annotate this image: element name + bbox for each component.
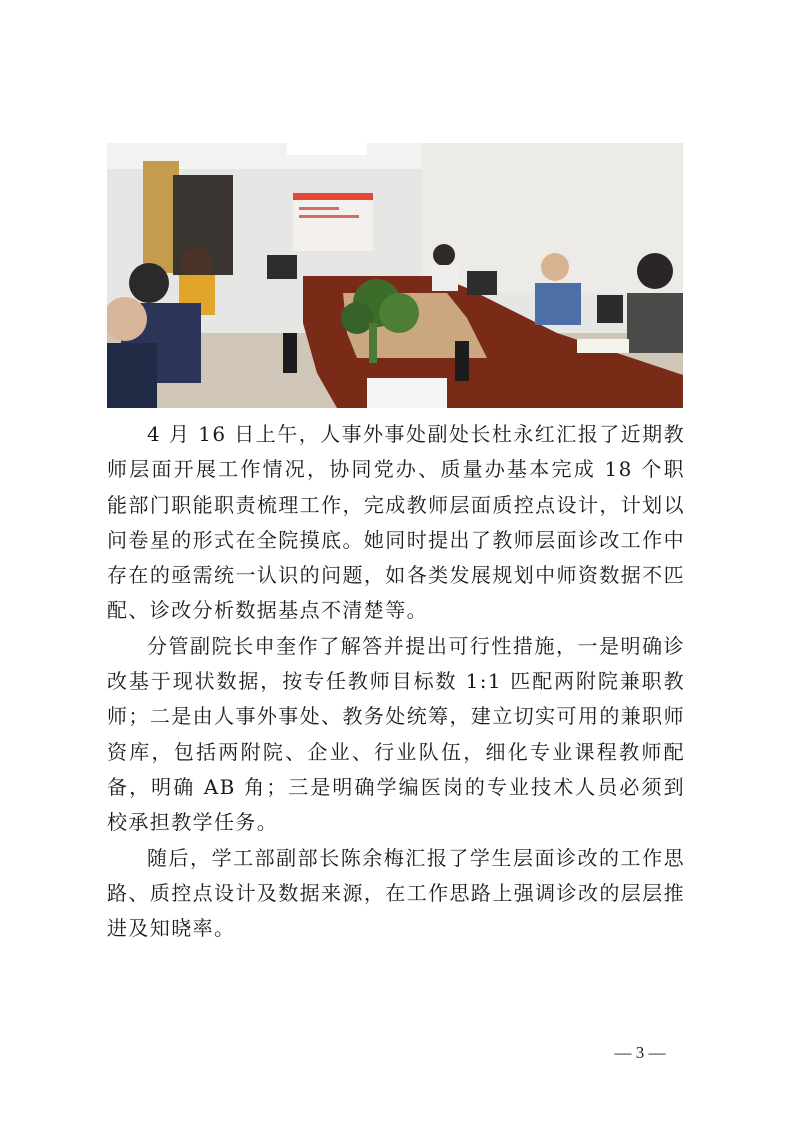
meeting-photo (107, 143, 683, 408)
paragraph-2: 分管副院长申奎作了解答并提出可行性措施，一是明确诊改基于现状数据，按专任教师目标数 1:1 匹配两附院兼职教师；二是由人事外事处、教务处统筹，建立切实可用的兼职师资库，包括两附院、企业、行业队伍，细化专业课程教师配备，明确 AB 角；三是明确学编医岗的专业技术人员必须到校承担教学任务。 (107, 633, 685, 835)
paragraph-3: 随后，学工部副部长陈余梅汇报了学生层面诊改的工作思路、质控点设计及数据来源，在工作思路上强调诊改的层层推进及知晓率。 (107, 845, 685, 941)
body-text (107, 417, 685, 946)
paragraph-1: 4 月 16 日上午，人事外事处副处长杜永红汇报了近期教师层面开展工作情况，协同党办、质量办基本完成 18 个职能部门职能职责梳理工作，完成教师层面质控点设计，计划以问卷星的形式在全院摸底。她同时提出了教师层面诊改工作中存在的亟需统一认识的问题，如各类发展规划中师资数据不匹配、诊改分析数据基点不清楚等。 (107, 422, 685, 623)
page-number: — 3 — (614, 1043, 666, 1062)
